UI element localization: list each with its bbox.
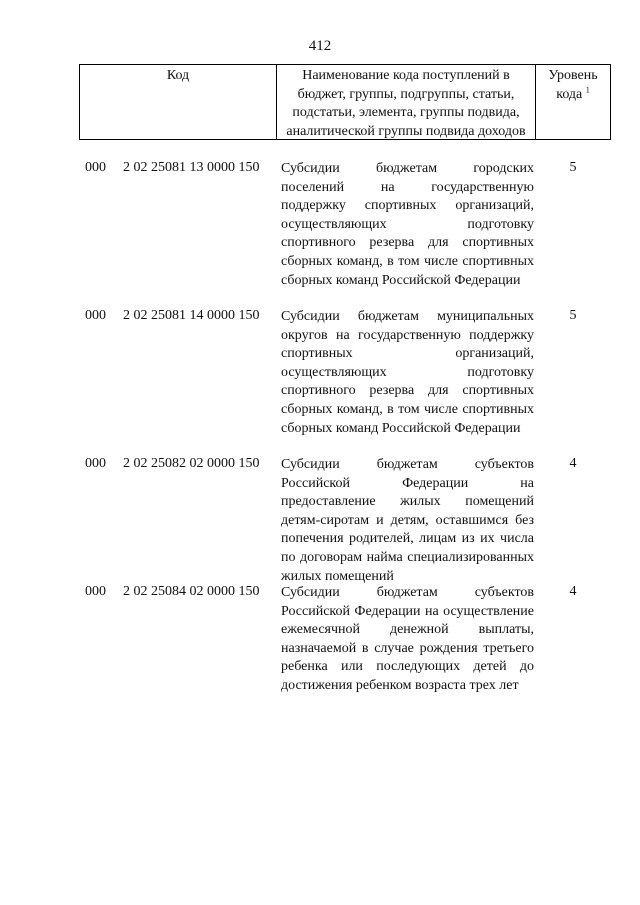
admin-code: 000 — [85, 308, 106, 323]
page-number: 412 — [308, 38, 332, 54]
level-value: 5 — [569, 308, 577, 323]
table-header — [79, 64, 611, 140]
level-value: 5 — [569, 160, 577, 175]
revenue-code: 2 02 25084 02 0000 150 — [123, 584, 260, 599]
revenue-code: 2 02 25082 02 0000 150 — [123, 456, 260, 471]
level-value: 4 — [569, 584, 577, 599]
table-row — [79, 308, 611, 456]
header-name: Наименование кода поступлений в бюджет, группы, подгруппы, статьи, подстатьи, элемента, группы подвида, аналитической группы подвида доходов — [277, 65, 536, 139]
table-row — [79, 584, 611, 714]
revenue-code: 2 02 25081 14 0000 150 — [123, 308, 260, 323]
header-code: Код — [80, 65, 277, 139]
revenue-description: Субсидии бюджетам субъектов Российской Федерации на осуществление ежемесячной денежной выплаты, назначаемой в случае рождения третьего ребенка или последующих детей до достижения ребенком возраста трех лет — [281, 585, 534, 693]
revenue-code: 2 02 25081 13 0000 150 — [123, 160, 260, 175]
admin-code: 000 — [85, 160, 106, 175]
admin-code: 000 — [85, 456, 106, 471]
header-level-text: Уровень код — [548, 68, 598, 102]
revenue-description: Субсидии бюджетам муниципальных округов на государственную поддержку спортивных организаций, осуществляющих подготовку спортивного резерва для спортивных сборных команд, в том числе спортивных сборных команд Российской Федерации — [281, 309, 534, 436]
header-level — [536, 65, 610, 139]
footnote-mark: 1 — [585, 84, 590, 94]
level-value: 4 — [569, 456, 577, 471]
admin-code: 000 — [85, 584, 106, 599]
revenue-description: Субсидии бюджетам городских поселений на государственную поддержку спортивных организаций, осуществляющих подготовку спортивного резерва для спортивных сборных команд, в том числе спортивных сборных команд Российской Федерации — [281, 161, 534, 288]
revenue-description: Субсидии бюджетам субъектов Российской Федерации на предоставление жилых помещений детям-сиротам и детям, оставшимся без попечения родителей, лицам из их числа по договорам найма специализированных жилых помещений — [281, 457, 534, 584]
header-level-tail: а — [576, 86, 583, 102]
table-row — [79, 160, 611, 308]
table-row — [79, 456, 611, 584]
table-body — [79, 160, 611, 714]
